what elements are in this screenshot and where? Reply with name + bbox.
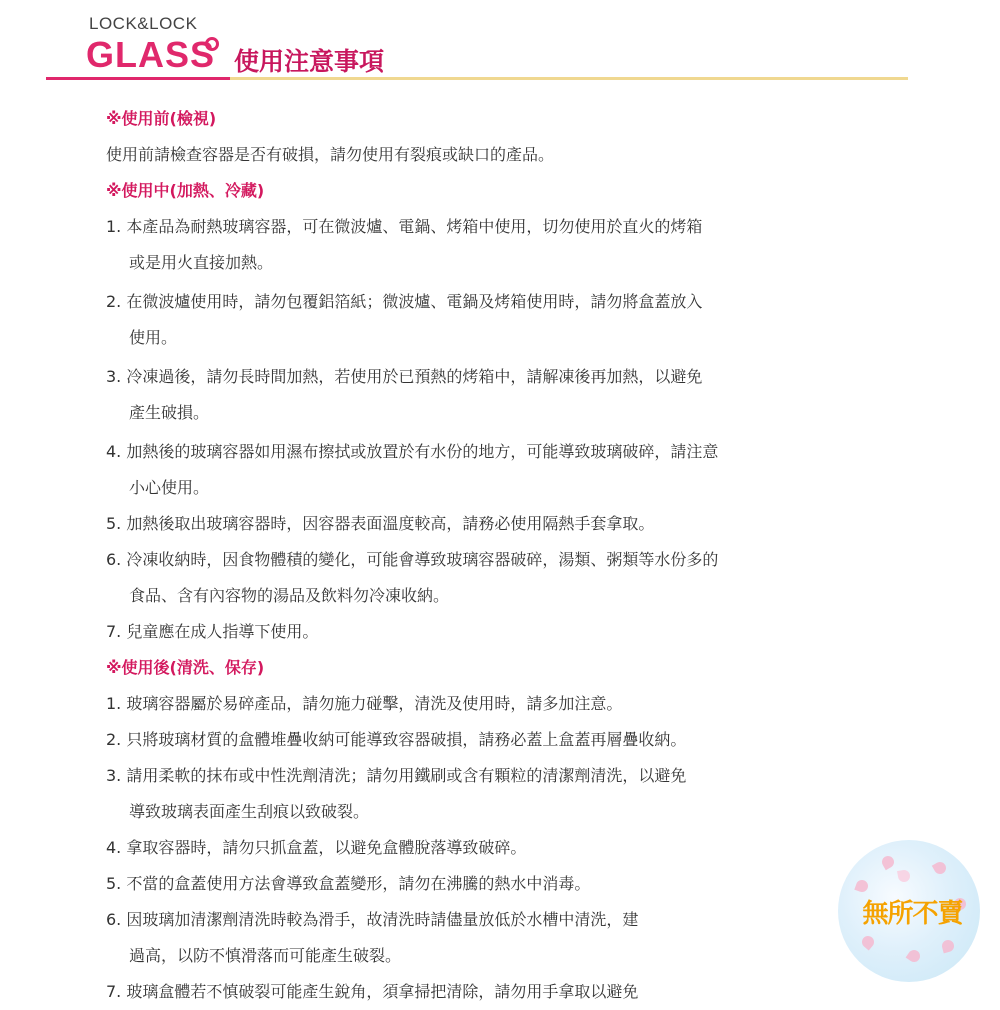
page-title: 使用注意事項 (234, 47, 385, 76)
brand-wordmark-glass: GLASS (86, 34, 216, 75)
title-underline-gold (230, 77, 908, 80)
list-item: 6. 因玻璃加清潔劑清洗時較為滑手，故清洗時請儘量放低於水槽中清洗，建 過高，以防不慎滑落而可能產生破裂。 (106, 910, 639, 965)
list-item: 4. 加熱後的玻璃容器如用濕布擦拭或放置於有水份的地方，可能導致玻璃破碎，請注意 小心使用。 (106, 442, 719, 497)
list-item: 2. 在微波爐使用時，請勿包覆鋁箔紙；微波爐、電鍋及烤箱使用時，請勿將盒蓋放入 使用。 (106, 292, 703, 347)
list-item: 7. 兒童應在成人指導下使用。 (106, 622, 319, 641)
section-heading-before-use: ※使用前(檢視) (106, 109, 217, 128)
section-line: 使用前請檢查容器是否有破損，請勿使用有裂痕或缺口的產品。 (106, 145, 555, 164)
brand-wordmark-small: LOCK&LOCK (89, 14, 198, 33)
list-item: 4. 拿取容器時，請勿只抓盒蓋，以避免盒體脫落導致破碎。 (106, 838, 527, 857)
list-item: 5. 加熱後取出玻璃容器時，因容器表面溫度較高，請務必使用隔熱手套拿取。 (106, 514, 655, 533)
watermark-stamp-text: 無所不賣 (862, 899, 963, 929)
section-heading-during-use: ※使用中(加熱、冷藏) (106, 181, 265, 200)
list-item: 3. 請用柔軟的抹布或中性洗劑清洗；請勿用鐵刷或含有顆粒的清潔劑清洗，以避免 導致玻璃表面產生刮痕以致破裂。 (106, 766, 687, 821)
list-item: 3. 冷凍過後，請勿長時間加熱，若使用於已預熱的烤箱中，請解凍後再加熱，以避免 產生破損。 (106, 367, 703, 422)
notice-content (106, 101, 926, 1010)
list-item: 1. 本產品為耐熱玻璃容器，可在微波爐、電鍋、烤箱中使用，切勿使用於直火的烤箱 或是用火直接加熱。 (106, 217, 703, 272)
brand-ring-icon (205, 37, 219, 51)
section-heading-after-use: ※使用後(清洗、保存) (106, 658, 265, 677)
list-item: 6. 冷凍收納時，因食物體積的變化，可能會導致玻璃容器破碎，湯類、粥類等水份多的 食品、含有內容物的湯品及飲料勿冷凍收納。 (106, 550, 719, 605)
list-item: 5. 不當的盒蓋使用方法會導致盒蓋變形，請勿在沸騰的熱水中消毒。 (106, 874, 591, 893)
list-item: 1. 玻璃容器屬於易碎產品，請勿施力碰擊，清洗及使用時，請多加注意。 (106, 694, 623, 713)
list-item: 2. 只將玻璃材質的盒體堆疊收納可能導致容器破損，請務必蓋上盒蓋再層疊收納。 (106, 730, 687, 749)
title-underline-accent (46, 77, 230, 80)
list-item: 7. 玻璃盒體若不慎破裂可能產生銳角，須拿掃把清除，請勿用手拿取以避免 (106, 982, 639, 1001)
